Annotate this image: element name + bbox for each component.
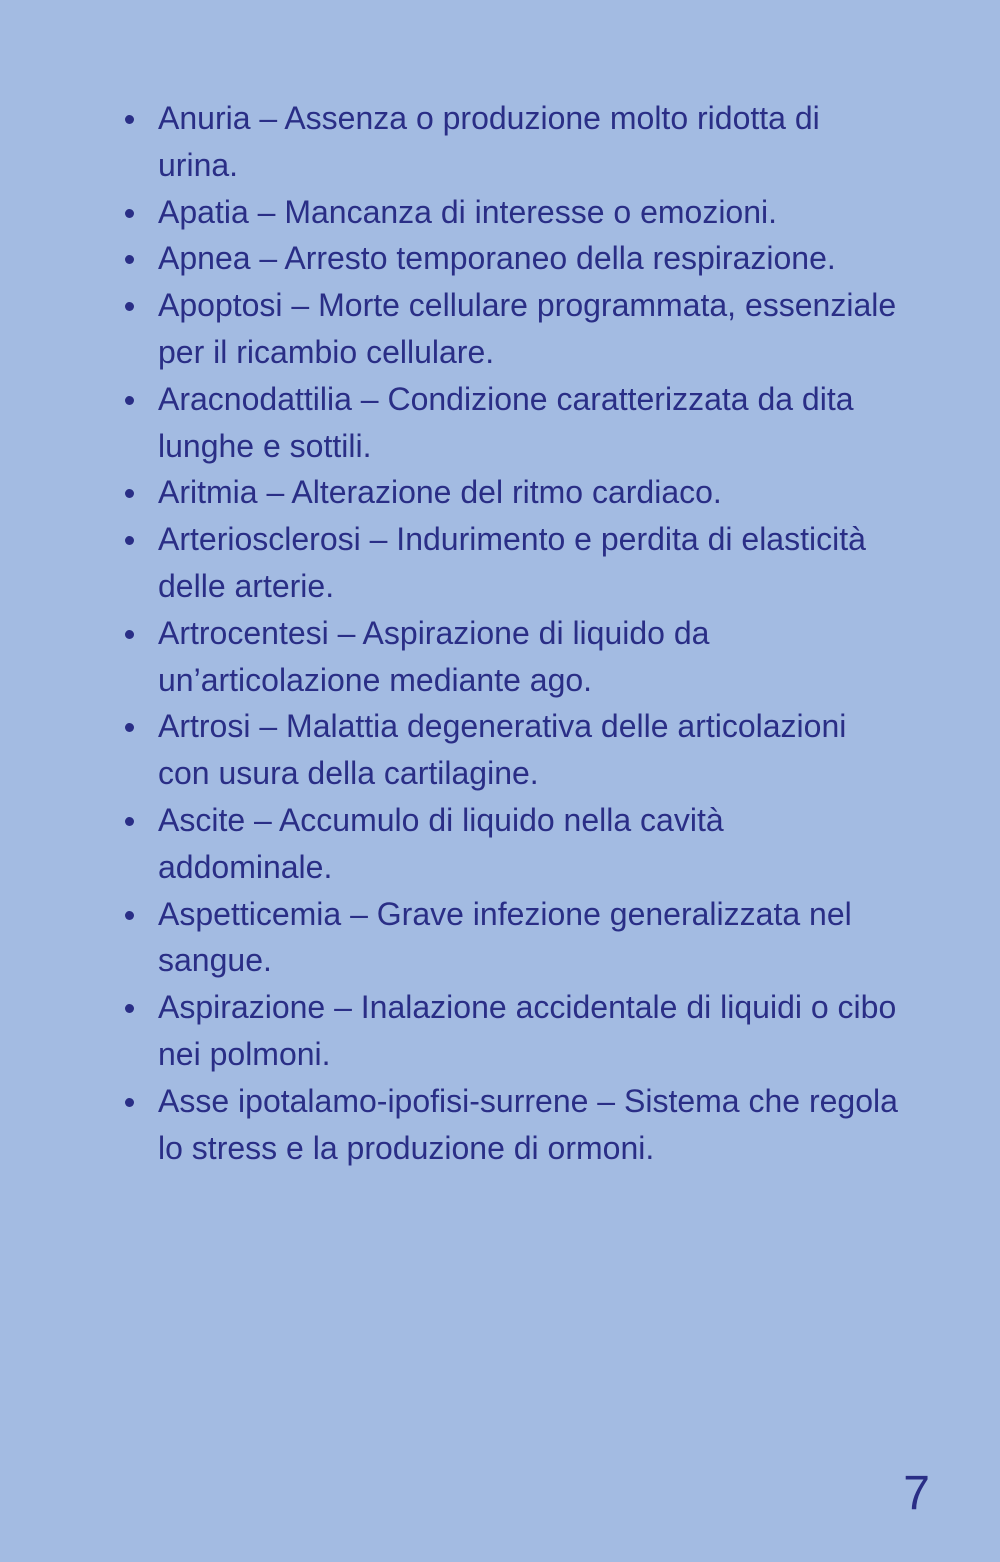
glossary-entry [158,469,898,516]
entry-text: Anuria – Assenza o produzione molto ridotta di urina. [158,100,820,183]
glossary-entry [158,703,898,797]
glossary-entry [158,282,898,376]
entry-text: Aritmia – Alterazione del ritmo cardiaco. [158,474,722,511]
bullet-icon [125,209,134,218]
entry-text: Aspetticemia – Grave infezione generalizzata nel sangue. [158,895,852,979]
bullet-icon [125,911,134,920]
bullet-icon [125,723,134,732]
entry-text: Asse ipotalamo-ipofisi-surrene – Sistema che regola lo stress e la produzione di ormoni. [158,1082,898,1166]
glossary-list [158,95,898,1171]
glossary-entry [158,610,898,704]
entry-text: Arteriosclerosi – Indurimento e perdita di elasticità delle arterie. [158,521,866,604]
glossary-entry [158,189,898,236]
bullet-icon [125,396,134,405]
bullet-icon [125,817,134,826]
bullet-icon [125,115,134,124]
bullet-icon [125,1098,134,1107]
entry-text: Aracnodattilia – Condizione caratterizzata da dita lunghe e sottili. [158,380,854,464]
glossary-entry [158,984,898,1078]
entry-text: Artrocentesi – Aspirazione di liquido da un’articolazione mediante ago. [158,614,710,698]
glossary-entry [158,797,898,891]
glossary-entry [158,1078,898,1172]
entry-text: Artrosi – Malattia degenerativa delle articolazioni con usura della cartilagine. [158,708,847,792]
bullet-icon [125,302,134,311]
glossary-entry [158,516,898,610]
glossary-entry [158,95,898,189]
glossary-entry [158,891,898,985]
entry-text: Aspirazione – Inalazione accidentale di liquidi o cibo nei polmoni. [158,989,897,1072]
entry-text: Apatia – Mancanza di interesse o emozioni. [158,193,778,230]
bullet-icon [125,630,134,639]
entry-text: Ascite – Accumulo di liquido nella cavità addominale. [158,801,724,885]
bullet-icon [125,255,134,264]
bullet-icon [125,489,134,498]
entry-text: Apnea – Arresto temporaneo della respirazione. [158,240,836,277]
glossary-entry [158,376,898,470]
bullet-icon [125,1004,134,1013]
entry-text: Apoptosi – Morte cellulare programmata, essenziale per il ricambio cellulare. [158,287,897,370]
bullet-icon [125,536,134,545]
page-number: 7 [903,1467,930,1520]
glossary-entry [158,235,898,282]
